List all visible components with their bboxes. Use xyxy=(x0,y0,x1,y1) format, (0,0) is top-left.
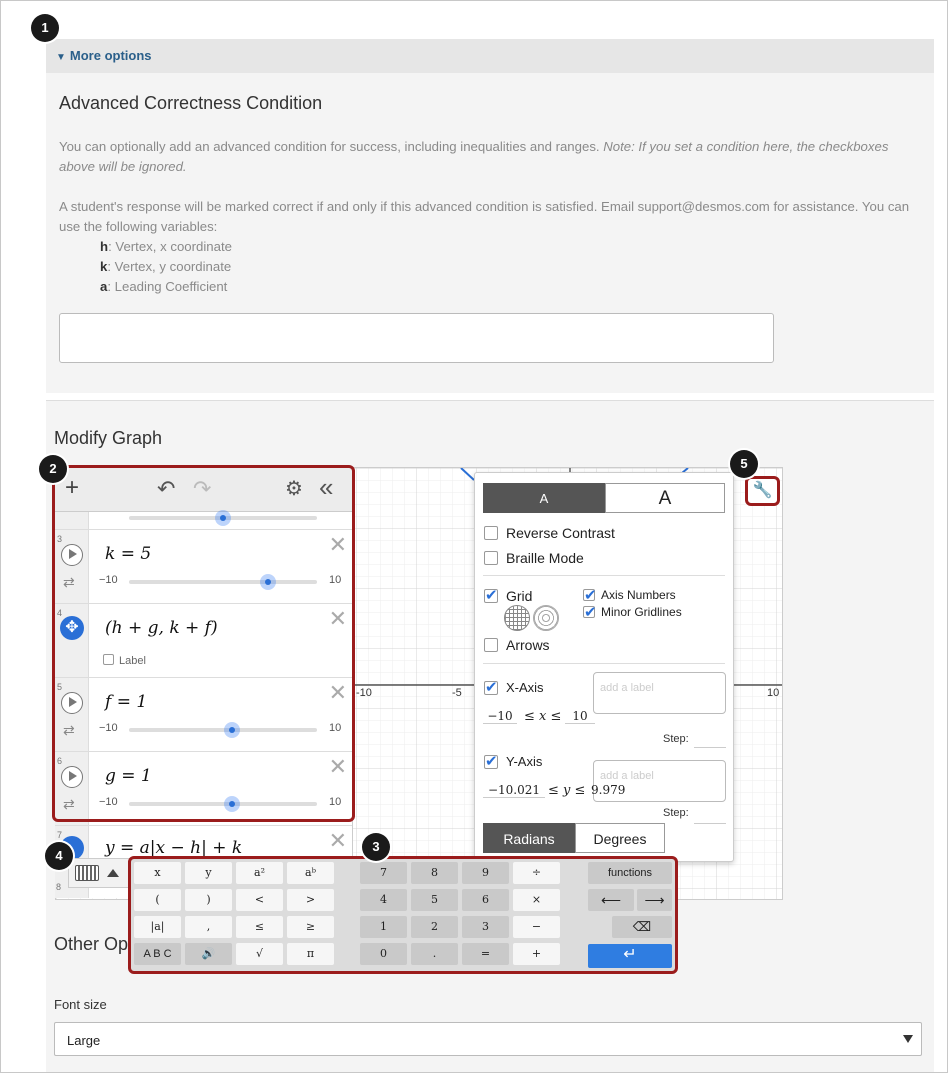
keypad-key[interactable]: ) xyxy=(185,889,232,911)
keypad-key[interactable]: , xyxy=(185,916,232,938)
x-min-input[interactable]: −10 xyxy=(483,709,517,724)
loop-icon[interactable]: ⇄ xyxy=(63,722,75,738)
keypad-key[interactable]: ( xyxy=(134,889,181,911)
slider-knob[interactable] xyxy=(224,796,240,812)
font-size-large-button[interactable]: A xyxy=(605,483,725,513)
expression-math[interactable]: y = a|x − h| + k xyxy=(105,838,243,858)
x-step-label: Step: xyxy=(663,733,689,745)
y-axis-label: Y-Axis xyxy=(506,754,543,769)
x-step-input[interactable] xyxy=(694,747,726,748)
slider xyxy=(99,722,349,736)
expression-row[interactable] xyxy=(55,678,353,752)
keypad-key[interactable]: 3 xyxy=(462,916,509,938)
expression-gutter xyxy=(55,604,89,677)
expression-gutter xyxy=(55,512,89,529)
callout-badge: 2 xyxy=(39,455,67,483)
slider-max: 10 xyxy=(329,722,342,734)
callout-badge: 4 xyxy=(45,842,73,870)
advanced-desc-note: Note: If you set a condition here, the checkboxes above will be ignored. xyxy=(59,139,889,174)
minor-gridlines-checkbox[interactable] xyxy=(583,606,595,618)
y-axis-label-input[interactable]: add a label xyxy=(593,760,726,802)
expression-math[interactable]: k = 5 xyxy=(105,544,152,564)
redo-button[interactable]: ↷ xyxy=(193,476,212,501)
cartesian-grid-icon[interactable] xyxy=(504,605,530,631)
advanced-variables-intro: A student's response will be marked correct if and only if this advanced condition is satisfied. Email support@desmos.com for assistance. You can use the following variables: xyxy=(59,199,910,234)
expression-list xyxy=(55,468,353,898)
keypad-key[interactable]: 🔊 xyxy=(185,943,232,965)
reverse-contrast-label: Reverse Contrast xyxy=(506,525,615,541)
more-options-toggle[interactable] xyxy=(46,39,934,73)
axis-numbers-label: Axis Numbers xyxy=(601,588,676,602)
keypad-key[interactable]: π xyxy=(287,943,334,965)
other-options-title: Other Op xyxy=(54,934,129,954)
y-step-label: Step: xyxy=(663,807,689,819)
keypad-key[interactable]: > xyxy=(287,889,334,911)
x-tick-label: -10 xyxy=(356,687,372,699)
expression-row[interactable] xyxy=(55,752,353,826)
keypad-key[interactable]: y xyxy=(185,862,232,884)
expression-row-partial[interactable] xyxy=(55,512,353,530)
left-arrow-button[interactable]: ⟵ xyxy=(588,889,634,911)
y-step-input[interactable] xyxy=(694,823,726,824)
caret-down-icon: ▼ xyxy=(56,52,66,63)
keypad-key[interactable]: 5 xyxy=(411,889,458,911)
advanced-desc-main: You can optionally add an advanced condition for success, including inequalities and ranges. xyxy=(59,139,600,154)
variable-h xyxy=(100,237,232,257)
keypad-key[interactable]: x xyxy=(134,862,181,884)
keypad-key[interactable]: = xyxy=(462,943,509,965)
keypad-key[interactable]: √ xyxy=(236,943,283,965)
y-min-input[interactable]: −10.021 xyxy=(483,783,545,798)
expression-gutter xyxy=(55,530,89,603)
label-toggle[interactable] xyxy=(103,654,146,667)
y-range-relation: ≤ y ≤ xyxy=(548,783,586,798)
delete-expression-icon[interactable]: ✕ xyxy=(328,606,347,631)
expression-row[interactable] xyxy=(55,530,353,604)
keypad-key[interactable]: aᵇ xyxy=(287,862,334,884)
undo-button[interactable]: ↶ xyxy=(157,476,176,501)
axis-numbers-checkbox[interactable] xyxy=(583,589,595,601)
slider-min: −10 xyxy=(99,796,118,808)
keypad-key[interactable]: ≥ xyxy=(287,916,334,938)
keypad-key[interactable]: 6 xyxy=(462,889,509,911)
variable-k xyxy=(100,257,231,277)
callout-badge: 1 xyxy=(31,14,59,42)
expression-number: 5 xyxy=(57,682,63,692)
callout-badge: 5 xyxy=(730,450,758,478)
callout-badge: 3 xyxy=(362,833,390,861)
dropdown-arrow-icon xyxy=(903,1035,913,1043)
advanced-condition-input[interactable] xyxy=(59,313,774,363)
modify-graph-title: Modify Graph xyxy=(54,428,163,448)
keyboard-icon xyxy=(75,865,99,881)
keypad-key[interactable]: 1 xyxy=(360,916,407,938)
keyboard-toggle-button[interactable] xyxy=(68,858,130,888)
keypad-key[interactable]: A B C xyxy=(134,943,181,965)
font-size-select[interactable] xyxy=(54,1022,922,1056)
keypad-key[interactable]: × xyxy=(513,889,560,911)
font-size-value: Large xyxy=(67,1033,101,1048)
slider-min: −10 xyxy=(99,574,118,586)
expression-gutter xyxy=(55,678,89,751)
slider-max: 10 xyxy=(329,796,342,808)
grid-label: Grid xyxy=(506,588,533,604)
keypad-key[interactable]: . xyxy=(411,943,458,965)
move-point-icon[interactable]: ✥ xyxy=(60,616,84,640)
polar-grid-icon[interactable] xyxy=(533,605,559,631)
keypad-key[interactable]: 7 xyxy=(360,862,407,884)
slider xyxy=(99,574,349,588)
y-axis-checkbox[interactable] xyxy=(484,755,498,769)
reverse-contrast-checkbox[interactable] xyxy=(484,526,498,540)
divider xyxy=(483,663,725,664)
font-size-small-button[interactable]: A xyxy=(483,483,605,513)
minor-gridlines-label: Minor Gridlines xyxy=(601,605,682,619)
wrench-icon[interactable]: 🔧 xyxy=(745,476,780,506)
var-name: k xyxy=(100,259,108,274)
x-axis-label-input[interactable]: add a label xyxy=(593,672,726,714)
keypad-key[interactable]: 2 xyxy=(411,916,458,938)
slider-track xyxy=(129,728,317,732)
add-expression-button[interactable]: + xyxy=(65,474,80,501)
variable-a xyxy=(100,277,227,297)
arrows-label: Arrows xyxy=(506,637,550,653)
more-options-section xyxy=(46,39,934,393)
var-desc: : Vertex, y coordinate xyxy=(107,259,232,274)
x-tick-label: -5 xyxy=(452,687,462,699)
slider-knob[interactable] xyxy=(215,510,231,526)
backspace-button[interactable]: ⌫ xyxy=(612,916,672,938)
slider xyxy=(99,796,349,810)
keypad-key[interactable]: a² xyxy=(236,862,283,884)
play-slider-button[interactable] xyxy=(61,692,83,714)
enter-button[interactable]: ↵ xyxy=(588,944,672,968)
label-text: Label xyxy=(119,655,146,667)
x-range-relation: ≤ x ≤ xyxy=(524,709,562,724)
expression-row[interactable] xyxy=(55,604,353,678)
divider xyxy=(483,575,725,576)
slider-track xyxy=(129,802,317,806)
keypad-key[interactable]: + xyxy=(513,943,560,965)
expression-number: 3 xyxy=(57,534,63,544)
keypad-key[interactable]: ÷ xyxy=(513,862,560,884)
x-axis-checkbox[interactable] xyxy=(484,681,498,695)
label-checkbox[interactable] xyxy=(103,654,114,665)
x-axis-label: X-Axis xyxy=(506,680,544,695)
keypad-key[interactable]: 9 xyxy=(462,862,509,884)
gear-icon[interactable]: ⚙ xyxy=(285,478,303,500)
keypad-key[interactable]: 0 xyxy=(360,943,407,965)
loop-icon[interactable]: ⇄ xyxy=(63,574,75,590)
slider-max: 10 xyxy=(329,574,342,586)
expand-caret-icon xyxy=(107,869,119,877)
expression-number: 8 xyxy=(56,882,62,892)
slider-knob[interactable] xyxy=(224,722,240,738)
var-name: h xyxy=(100,239,109,254)
advanced-title: Advanced Correctness Condition xyxy=(59,93,323,113)
var-desc: : Leading Coefficient xyxy=(107,279,228,294)
collapse-list-button[interactable]: « xyxy=(319,472,334,502)
font-size-label: Font size xyxy=(54,997,107,1012)
expression-number: 4 xyxy=(57,608,63,618)
loop-icon[interactable]: ⇄ xyxy=(63,796,75,812)
expression-toolbar xyxy=(55,468,353,512)
expression-gutter xyxy=(55,752,89,825)
delete-expression-icon[interactable]: ✕ xyxy=(328,680,347,705)
delete-expression-icon[interactable]: ✕ xyxy=(328,828,347,853)
keypad-key[interactable]: 4 xyxy=(360,889,407,911)
radians-button[interactable]: Radians xyxy=(483,823,575,853)
degrees-button[interactable]: Degrees xyxy=(575,823,665,853)
braille-mode-checkbox[interactable] xyxy=(484,551,498,565)
slider-track xyxy=(129,516,317,520)
x-max-input[interactable]: 10 xyxy=(565,709,595,724)
delete-expression-icon[interactable]: ✕ xyxy=(328,532,347,557)
expression-math[interactable]: f = 1 xyxy=(105,692,148,712)
var-desc: : Vertex, x coordinate xyxy=(108,239,232,254)
braille-mode-label: Braille Mode xyxy=(506,550,584,566)
play-slider-button[interactable] xyxy=(61,544,83,566)
y-max-input[interactable]: 9.979 xyxy=(591,783,626,797)
grid-checkbox[interactable] xyxy=(484,589,498,603)
functions-button[interactable]: functions xyxy=(588,862,672,884)
expression-math[interactable]: (h + g, k + f) xyxy=(105,618,218,638)
expression-math[interactable]: g = 1 xyxy=(105,766,152,786)
var-name: a xyxy=(100,279,108,294)
keypad-key[interactable]: 8 xyxy=(411,862,458,884)
play-slider-button[interactable] xyxy=(61,766,83,788)
slider-min: −10 xyxy=(99,722,118,734)
keypad-key[interactable]: < xyxy=(236,889,283,911)
keypad-key[interactable]: |a| xyxy=(134,916,181,938)
slider-knob[interactable] xyxy=(260,574,276,590)
more-options-label: More options xyxy=(69,48,152,63)
graph-settings-popover xyxy=(474,472,734,862)
advanced-description xyxy=(59,137,919,177)
expression-number: 7 xyxy=(57,830,63,840)
right-arrow-button[interactable]: ⟶ xyxy=(637,889,672,911)
arrows-checkbox[interactable] xyxy=(484,638,498,652)
delete-expression-icon[interactable]: ✕ xyxy=(328,754,347,779)
expression-number: 6 xyxy=(57,756,63,766)
slider-track xyxy=(129,580,317,584)
math-keypad xyxy=(130,858,676,972)
x-tick-label: 10 xyxy=(767,687,780,699)
keypad-key[interactable]: ≤ xyxy=(236,916,283,938)
keypad-key[interactable]: − xyxy=(513,916,560,938)
